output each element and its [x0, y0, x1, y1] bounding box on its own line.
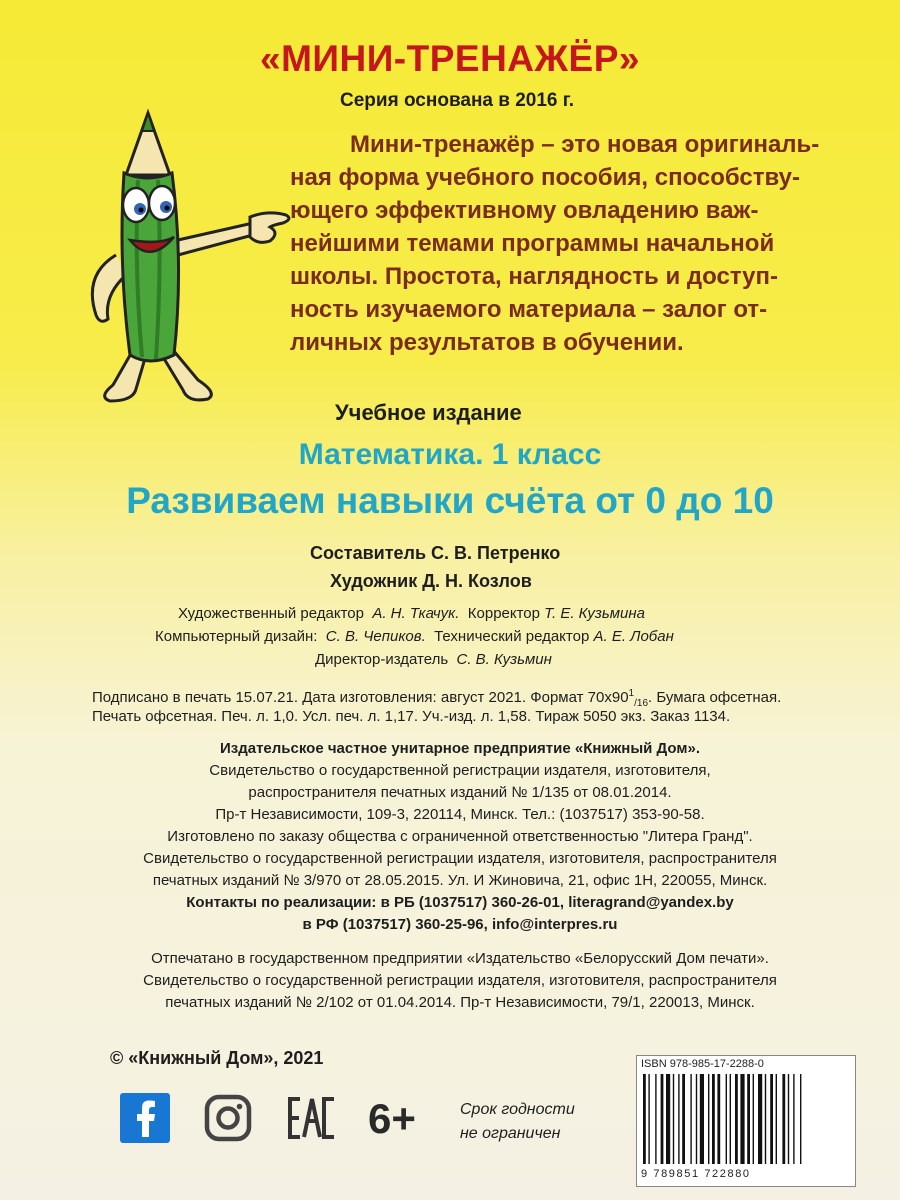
- barcode-bar: [800, 1074, 801, 1164]
- book-title: Развиваем навыки счёта от 0 до 10: [126, 480, 774, 521]
- barcode-number: 9 789851 722880: [641, 1168, 751, 1180]
- barcode-bar: [648, 1074, 649, 1164]
- barcode-bar: [666, 1074, 670, 1164]
- shelf-life-line: не ограничен: [460, 1125, 561, 1142]
- barcode-bar: [690, 1074, 691, 1164]
- series-founded: Серия основана в 2016 г.: [340, 90, 575, 111]
- print-info-text: . Бумага офсетная.: [648, 689, 782, 706]
- age-rating-badge: 6+: [368, 1095, 416, 1142]
- tech-editor-label: Технический редактор: [434, 628, 590, 645]
- credits-line: [178, 603, 645, 625]
- print-info-text: Подписано в печать 15.07.21. Дата изготовления: август 2021. Формат 70х90: [92, 689, 629, 706]
- barcode-bar: [770, 1074, 773, 1164]
- description-line: ность изучаемого материала – залог от-: [290, 296, 768, 323]
- description-line: ная форма учебного пособия, способству-: [290, 164, 801, 191]
- publisher-line: Свидетельство о государственной регистрации издателя, изготовителя,: [209, 762, 711, 779]
- director-label: Директор-издатель: [315, 651, 449, 668]
- sales-contacts: Контакты по реализации: в РБ (1037517) 360-26-01, literagrand@yandex.by: [186, 894, 734, 911]
- barcode-bar: [735, 1074, 738, 1164]
- shelf-life-line: Срок годности: [460, 1101, 575, 1118]
- format-sub: /16: [634, 698, 649, 709]
- barcode-bar: [726, 1074, 727, 1164]
- eac-mark-icon: [287, 1093, 337, 1143]
- book-subject: Математика. 1 класс: [298, 438, 602, 471]
- sales-contacts: в РФ (1037517) 360-25-96, info@interpres.ru: [302, 916, 618, 933]
- barcode-bar: [708, 1074, 709, 1164]
- tech-editor-name: А. Е. Лобан: [593, 628, 674, 645]
- printer-line: Отпечатано в государственном предприятии «Издательство «Белорусский Дом печати».: [151, 950, 769, 967]
- art-editor-label: Художественный редактор: [178, 605, 364, 622]
- barcode-bar: [673, 1074, 674, 1164]
- copyright: © «Книжный Дом», 2021: [110, 1048, 324, 1068]
- description-line: ющего эффективному овладению важ-: [290, 197, 759, 224]
- isbn: ISBN 978-985-17-2288-0: [641, 1058, 764, 1070]
- credits-line: [155, 626, 674, 648]
- barcode-bars: [641, 1074, 851, 1166]
- barcode-bar: [717, 1074, 720, 1164]
- facebook-icon: [120, 1093, 170, 1143]
- barcode-bar: [730, 1074, 731, 1164]
- director-name: С. В. Кузьмин: [456, 651, 552, 668]
- format-sup: 1: [628, 688, 635, 699]
- illustrator: Художник Д. Н. Козлов: [330, 571, 532, 591]
- barcode-bar: [661, 1074, 664, 1164]
- corrector-label: Корректор: [467, 605, 540, 622]
- description-line: личных результатов в обучении.: [290, 329, 684, 356]
- credits-line: [315, 649, 552, 671]
- shelf-life: [460, 1098, 575, 1146]
- printer-line: печатных изданий № 2/102 от 01.04.2014. Пр-т Независимости, 79/1, 220013, Минск.: [165, 994, 755, 1011]
- barcode-bar: [712, 1074, 715, 1164]
- barcode-bar: [793, 1074, 794, 1164]
- manufacturer-line: печатных изданий № 3/970 от 28.05.2015. Ул. И Жиновича, 21, офис 1Н, 220055, Минск.: [152, 872, 768, 889]
- barcode-bar: [682, 1074, 685, 1164]
- barcode-bar: [740, 1074, 744, 1164]
- print-info-line: Печать офсетная. Печ. л. 1,0. Усл. печ. л. 1,17. Уч.-изд. л. 1,58. Тираж 5050 экз. Заказ 1134.: [92, 708, 731, 725]
- barcode-bar: [765, 1074, 766, 1164]
- series-description: [290, 128, 875, 359]
- series-title: «МИНИ-ТРЕНАЖЁР»: [260, 38, 640, 79]
- art-editor-name: А. Н. Ткачук.: [372, 605, 460, 622]
- barcode-bar: [788, 1074, 789, 1164]
- corrector-name: Т. Е. Кузьмина: [544, 605, 645, 622]
- pencil-mascot-icon: [38, 105, 298, 405]
- compiler: Составитель С. В. Петренко: [310, 543, 561, 563]
- publisher-block: [60, 738, 860, 826]
- barcode: [636, 1055, 856, 1187]
- barcode-bar: [700, 1074, 704, 1164]
- publisher-line: Пр-т Независимости, 109-3, 220114, Минск. Тел.: (1037517) 353-90-58.: [215, 806, 705, 823]
- barcode-bar: [758, 1074, 762, 1164]
- description-line: нейшими темами программы начальной: [290, 230, 775, 257]
- design-name: С. В. Чепиков.: [325, 628, 426, 645]
- design-label: Компьютерный дизайн:: [155, 628, 318, 645]
- barcode-bar: [655, 1074, 656, 1164]
- barcode-bar: [747, 1074, 750, 1164]
- manufacturer-line: Свидетельство о государственной регистрации издателя, изготовителя, распространителя: [143, 850, 777, 867]
- barcode-bar: [776, 1074, 777, 1164]
- barcode-bar: [643, 1074, 646, 1164]
- description-line: школы. Простота, наглядность и доступ-: [290, 263, 779, 290]
- publisher-name: Издательское частное унитарное предприятие «Книжный Дом».: [219, 740, 700, 757]
- description-line: Мини-тренажёр – это новая оригиналь-: [350, 131, 820, 158]
- instagram-icon: [203, 1093, 253, 1143]
- barcode-bar: [782, 1074, 785, 1164]
- manufacturer-line: Изготовлено по заказу общества с ограниченной ответственностью "Литера Гранд".: [167, 828, 753, 845]
- barcode-bar: [696, 1074, 697, 1164]
- edition-type: Учебное издание: [335, 400, 522, 425]
- manufacturer-block: [60, 826, 860, 936]
- barcode-bar: [753, 1074, 754, 1164]
- publisher-line: распространителя печатных изданий № 1/135 от 08.01.2014.: [248, 784, 672, 801]
- printer-line: Свидетельство о государственной регистрации издателя, изготовителя, распространителя: [143, 972, 777, 989]
- printer-block: [60, 948, 860, 1014]
- barcode-bar: [678, 1074, 679, 1164]
